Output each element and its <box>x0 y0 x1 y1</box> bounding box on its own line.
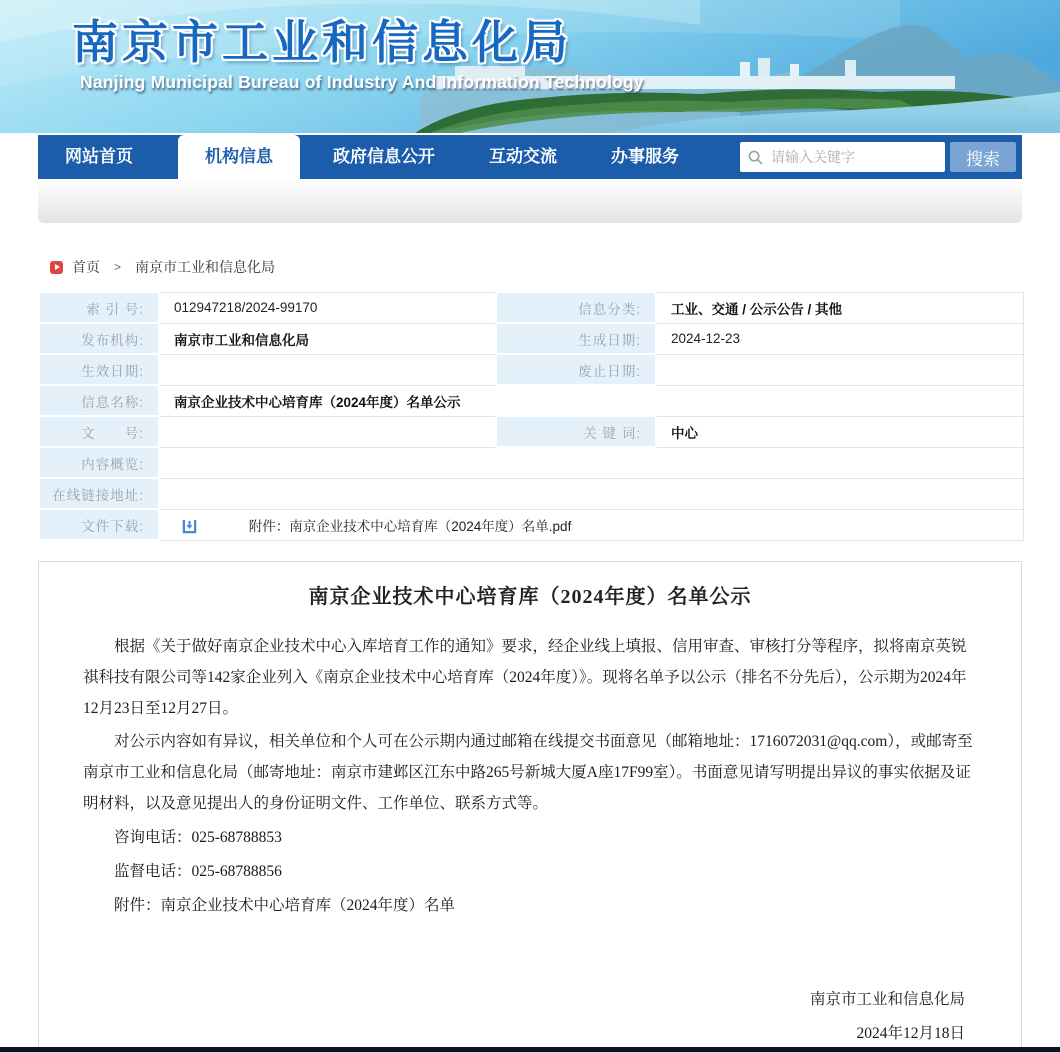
signature-date: 2024年12月18日 <box>856 1025 965 1042</box>
document-meta-table <box>38 291 1024 541</box>
breadcrumb-arrow-icon <box>50 261 63 274</box>
article-content <box>38 561 1022 1052</box>
article-paragraph: 根据《关于做好南京企业技术中心入库培育工作的通知》要求，经企业线上填报、信用审查、审核打分等程序，拟将南京英锐祺科技有限公司等142家企业列入《南京企业技术中心培育库（2024年度）》。现将名单予以公示（排名不分先后），公示期为2024年12月23日至12月27日。 <box>83 638 967 717</box>
doc-number-label: 文 号: <box>39 416 159 447</box>
site-subtitle-english: Nanjing Municipal Bureau of Industry And Information Technology <box>80 72 644 92</box>
keyword-label: 关 键 词: <box>496 416 656 447</box>
generate-date-value: 2024-12-23 <box>656 323 1023 354</box>
info-category-value: 工业、交通 / 公示公告 / 其他 <box>656 292 1023 323</box>
keyword-value: 中心 <box>656 416 1023 447</box>
article-paragraph: 对公示内容如有异议，相关单位和个人可在公示期内通过邮箱在线提交书面意见（邮箱地址：1716072031@qq.com），或邮寄至南京市工业和信息化局（邮寄地址：南京市建邺区江东中路265号新城大厦A座17F99室）。书面意见请写明提出异议的事实依据及证明材料，以及意见提出人的身份证明文件、工作单位、联系方式等。 <box>83 733 973 812</box>
search-button[interactable]: 搜索 <box>950 142 1016 172</box>
breadcrumb-current[interactable]: 南京市工业和信息化局 <box>135 259 276 275</box>
file-download-label: 文件下载: <box>39 509 159 540</box>
generate-date-label: 生成日期: <box>496 323 656 354</box>
main-navigation <box>38 135 1022 223</box>
table-row <box>39 509 1023 540</box>
attachment-line: 附件：南京企业技术中心培育库（2024年度）名单 <box>114 897 456 914</box>
effective-date-value <box>159 354 496 385</box>
signature-agency: 南京市工业和信息化局 <box>809 991 965 1008</box>
effective-date-label: 生效日期: <box>39 354 159 385</box>
info-name-label: 信息名称: <box>39 385 159 416</box>
table-row <box>39 478 1023 509</box>
article-title: 南京企业技术中心培育库（2024年度）名单公示 <box>308 586 752 608</box>
subnav-strip <box>38 179 1022 223</box>
file-download-cell <box>159 509 1023 540</box>
breadcrumb-separator: > <box>114 260 122 274</box>
nav-item-services[interactable]: 办事服务 <box>611 147 679 166</box>
info-category-label: 信息分类: <box>496 292 656 323</box>
search-input[interactable] <box>771 149 937 165</box>
online-link-value <box>159 478 1023 509</box>
index-number-label: 索 引 号: <box>39 292 159 323</box>
consult-phone-line: 咨询电话：025-68788853 <box>114 829 282 846</box>
header-banner <box>0 0 1060 133</box>
repeal-date-label: 废止日期: <box>496 354 656 385</box>
breadcrumb <box>38 257 1022 277</box>
content-summary-label: 内容概览: <box>39 447 159 478</box>
table-row <box>39 323 1023 354</box>
download-icon[interactable] <box>182 519 197 534</box>
index-number-value: 012947218/2024-99170 <box>159 292 496 323</box>
publisher-label: 发布机构: <box>39 323 159 354</box>
online-link-label: 在线链接地址: <box>39 478 159 509</box>
signature-block <box>83 983 977 1051</box>
footer-bar <box>0 1047 1060 1052</box>
supervision-phone-line: 监督电话：025-68788856 <box>114 863 282 880</box>
nav-item-home[interactable]: 网站首页 <box>65 147 133 166</box>
info-name-value: 南京企业技术中心培育库（2024年度）名单公示 <box>159 385 1023 416</box>
nav-item-agency-info[interactable]: 机构信息 <box>178 135 300 179</box>
repeal-date-value <box>656 354 1023 385</box>
attachment-download-link[interactable]: 附件：南京企业技术中心培育库（2024年度）名单.pdf <box>248 518 572 534</box>
site-title: 南京市工业和信息化局 <box>72 16 572 68</box>
search-icon <box>748 150 763 165</box>
publisher-value: 南京市工业和信息化局 <box>159 323 496 354</box>
table-row <box>39 416 1023 447</box>
search-area <box>740 142 1016 172</box>
search-box <box>740 142 945 172</box>
nav-item-gov-disclosure[interactable]: 政府信息公开 <box>333 147 435 166</box>
table-row <box>39 385 1023 416</box>
content-summary-value <box>159 447 1023 478</box>
nav-item-interaction[interactable]: 互动交流 <box>489 147 557 166</box>
doc-number-value <box>159 416 496 447</box>
breadcrumb-home-link[interactable]: 首页 <box>72 259 100 275</box>
table-row <box>39 447 1023 478</box>
table-row <box>39 354 1023 385</box>
table-row <box>39 292 1023 323</box>
